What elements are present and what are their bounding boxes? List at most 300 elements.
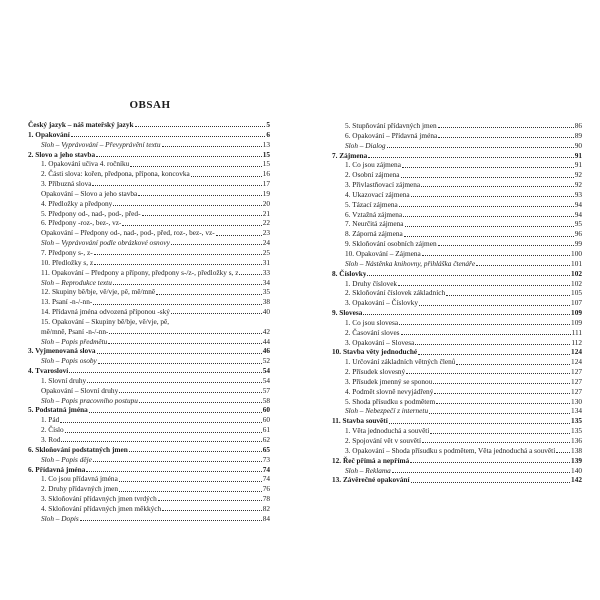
- toc-entry-text: 5. Podstatná jména: [28, 405, 88, 415]
- toc-entry: [332, 229, 582, 239]
- toc-entry-text: 8. Číslovky: [332, 268, 367, 278]
- toc-entry-text: 10. Předložky s, z: [41, 257, 94, 267]
- toc-right-column: [332, 121, 582, 485]
- toc-entry-text: 3. Opakování – Číslovky: [345, 298, 418, 308]
- toc-entry: [332, 249, 582, 259]
- toc-entry: [332, 239, 582, 249]
- toc-entry-text: 3. Opakování – Shoda přísudku s podmětem, Věta jednoduchá a souvětí: [345, 445, 556, 455]
- toc-page-number: 130: [571, 396, 582, 406]
- toc-entry: [28, 386, 270, 396]
- toc-leader-dots: [421, 186, 574, 187]
- toc-page-number: 54: [262, 366, 270, 376]
- toc-entry-text: 1. Co jsou slovesa: [345, 317, 399, 327]
- toc-leader-dots: [92, 185, 261, 186]
- toc-leader-dots: [109, 333, 261, 334]
- toc-leader-dots: [422, 442, 570, 443]
- toc-page-number: 40: [262, 307, 270, 317]
- toc-chapter-entry: [28, 445, 270, 455]
- toc-leader-dots: [392, 472, 570, 473]
- toc-leader-dots: [94, 254, 262, 255]
- toc-page-number: 44: [262, 336, 270, 346]
- toc-page-number: 57: [262, 385, 270, 395]
- toc-entry-text: 11. Stavba souvětí: [332, 416, 388, 426]
- toc-entry-text: Sloh – Popis předmětu: [41, 336, 108, 346]
- toc-page-number: 94: [574, 199, 582, 209]
- toc-entry-text: 1. Co jsou zájmena: [345, 160, 401, 170]
- toc-page-number: 84: [262, 513, 270, 523]
- toc-entry-text: mě/mně, Psaní -n-/-nn-: [41, 326, 109, 336]
- toc-entry: [332, 190, 582, 200]
- toc-entry-text: 4. Ukazovací zájmena: [345, 189, 410, 199]
- toc-page-number: 23: [262, 228, 270, 238]
- toc-entry: [332, 121, 582, 131]
- toc-entry-text: 6. Přídavná jména: [28, 464, 86, 474]
- toc-entry: [28, 287, 270, 297]
- toc-chapter-entry: [28, 366, 270, 376]
- toc-page-number: 15: [262, 159, 270, 169]
- toc-page-number: 136: [571, 436, 582, 445]
- toc-page-number: 139: [571, 455, 582, 465]
- toc-entry-text: 1. Opakování učiva 4. ročníku: [41, 159, 130, 169]
- toc-entry-text: 3. Příbuzná slova: [41, 179, 92, 189]
- toc-entry-text: 5. Předpony od-, nad-, pod-, před-: [41, 208, 141, 218]
- toc-entry-text: Opakování – Slovní druhy: [41, 385, 119, 395]
- toc-entry: [28, 159, 270, 169]
- toc-entry-text: 2. Druhy přídavných jmen: [41, 484, 119, 494]
- toc-page-number: 33: [262, 267, 270, 277]
- toc-entry: [332, 180, 582, 190]
- toc-leader-dots: [138, 195, 261, 196]
- toc-page-number: 61: [262, 425, 270, 435]
- toc-entry: [28, 425, 270, 435]
- toc-page-number: 94: [574, 209, 582, 219]
- toc-entry: [332, 288, 582, 298]
- toc-entry: [28, 356, 270, 366]
- toc-page-number: 31: [262, 257, 270, 267]
- toc-entry: [28, 514, 270, 524]
- toc-entry-text: 5. Tázací zájmena: [345, 199, 398, 209]
- toc-entry: [28, 248, 270, 258]
- toc-page-number: 82: [262, 503, 270, 513]
- toc-page-number: 107: [571, 298, 582, 308]
- toc-page-number: 109: [571, 317, 582, 327]
- toc-chapter-entry: [28, 120, 270, 130]
- toc-entry-text: 1. Pád: [41, 415, 60, 425]
- toc-entry-text: 3. Přivlastňovací zájmena: [345, 180, 421, 190]
- toc-page-number: 102: [571, 268, 582, 278]
- toc-page-number: 38: [262, 297, 270, 307]
- toc-leader-dots: [410, 462, 570, 463]
- toc-entry: [332, 259, 582, 269]
- toc-leader-dots: [429, 413, 570, 414]
- toc-entry-text: 1. Opakování: [28, 129, 70, 139]
- toc-page-number: 101: [571, 258, 582, 268]
- toc-chapter-entry: [332, 151, 582, 161]
- toc-page-number: 52: [262, 356, 270, 366]
- toc-entry: [332, 466, 582, 476]
- toc-leader-dots: [456, 364, 570, 365]
- toc-entry-text: 5. Shoda přísudku s podmětem: [345, 396, 436, 406]
- toc-chapter-entry: [28, 130, 270, 140]
- toc-entry-text: Sloh – Reklama: [345, 465, 391, 475]
- toc-entry-text: 1. Slovní druhy: [41, 375, 87, 385]
- toc-page-number: 5: [266, 120, 270, 129]
- toc-leader-dots: [216, 235, 262, 236]
- toc-page-number: 78: [262, 494, 270, 504]
- toc-leader-dots: [363, 314, 570, 315]
- toc-entry: [332, 446, 582, 456]
- toc-leader-dots: [129, 451, 262, 452]
- toc-leader-dots: [98, 363, 262, 364]
- toc-entry: [28, 504, 270, 514]
- toc-entry-text: 2. Osobní zájmena: [345, 170, 400, 180]
- toc-entry: [28, 455, 270, 465]
- toc-entry: [332, 406, 582, 416]
- toc-leader-dots: [402, 167, 574, 168]
- toc-page-number: 127: [571, 376, 582, 386]
- toc-entry: [332, 131, 582, 141]
- toc-entry: [332, 170, 582, 180]
- toc-page-number: 16: [262, 169, 270, 179]
- toc-entry: [28, 278, 270, 288]
- toc-entry-text: 12. Skupiny bě/bje, vě/vje, pě, mě/mně: [41, 287, 156, 297]
- toc-page-number: 60: [262, 405, 270, 415]
- toc-entry-text: Sloh – Dialog: [345, 140, 386, 150]
- toc-page-number: 54: [262, 375, 270, 385]
- toc-leader-dots: [119, 481, 262, 482]
- toc-entry: [332, 210, 582, 220]
- toc-left-column: [28, 120, 270, 524]
- toc-page-number: 6: [266, 129, 270, 139]
- toc-entry: [332, 200, 582, 210]
- toc-page-number: 91: [574, 160, 582, 170]
- toc-leader-dots: [411, 196, 574, 197]
- toc-chapter-entry: [28, 150, 270, 160]
- toc-leader-dots: [239, 274, 261, 275]
- toc-entry-text: 3. Opakování – Slovesa: [345, 337, 415, 347]
- toc-entry: [332, 318, 582, 328]
- toc-leader-dots: [434, 393, 570, 394]
- toc-leader-dots: [93, 461, 262, 462]
- toc-entry: [28, 140, 270, 150]
- toc-page-number: 60: [262, 415, 270, 425]
- toc-entry-text: 2. Skloňování číslovek základních: [345, 288, 446, 298]
- toc-page-number: 20: [262, 198, 270, 208]
- toc-entry: [28, 228, 270, 238]
- toc-entry-text: 4. Tvarosloví: [28, 366, 69, 376]
- toc-leader-dots: [80, 520, 262, 521]
- toc-page-number: 111: [571, 327, 582, 337]
- toc-leader-dots: [438, 245, 574, 246]
- toc-entry: [28, 169, 270, 179]
- toc-entry-text: Český jazyk – náš mateřský jazyk: [28, 120, 134, 129]
- toc-page-number: 127: [571, 386, 582, 396]
- toc-entry: [28, 209, 270, 219]
- toc-chapter-entry: [332, 416, 582, 426]
- toc-chapter-entry: [332, 347, 582, 357]
- toc-entry: [28, 474, 270, 484]
- toc-leader-dots: [430, 433, 570, 434]
- toc-leader-dots: [97, 353, 262, 354]
- toc-entry-text: 9. Skloňování osobních zájmen: [345, 239, 437, 249]
- toc-entry: [332, 328, 582, 338]
- toc-entry-text: 2. Slovo a jeho stavba: [28, 149, 96, 159]
- toc-page-number: 99: [574, 239, 582, 249]
- toc-chapter-entry: [332, 475, 582, 485]
- toc-entry: [332, 377, 582, 387]
- toc-page-number: 102: [571, 278, 582, 288]
- toc-entry-text: 5. Stupňování přídavných jmen: [345, 121, 437, 130]
- toc-entry: [28, 258, 270, 268]
- toc-leader-dots: [406, 373, 570, 374]
- page-title: OBSAH: [129, 99, 171, 111]
- toc-page-number: 112: [571, 337, 582, 347]
- toc-chapter-entry: [28, 346, 270, 356]
- toc-entry: [332, 141, 582, 151]
- toc-entry-text: 1. Určování základních větných členů: [345, 357, 456, 367]
- toc-leader-dots: [135, 126, 266, 127]
- toc-leader-dots: [162, 146, 262, 147]
- toc-entry: [332, 397, 582, 407]
- toc-entry-text: 7. Neurčitá zájmena: [345, 219, 404, 229]
- toc-entry: [332, 160, 582, 170]
- toc-page-number: 74: [262, 464, 270, 474]
- toc-entry-text: Sloh – Vyprávování – Převyprávění textu: [41, 139, 161, 149]
- toc-leader-dots: [415, 344, 570, 345]
- toc-entry: [28, 218, 270, 228]
- toc-entry: [28, 494, 270, 504]
- toc-page-number: 42: [262, 326, 270, 336]
- toc-leader-dots: [398, 285, 570, 286]
- toc-leader-dots: [113, 205, 261, 206]
- toc-leader-dots: [60, 422, 261, 423]
- toc-entry-text: 2. Části slova: kořen, předpona, přípona, koncovka: [41, 169, 190, 179]
- toc-page-number: 22: [262, 218, 270, 228]
- toc-page-number: 24: [262, 238, 270, 248]
- toc-entry: [332, 367, 582, 377]
- toc-leader-dots: [438, 137, 574, 138]
- toc-leader-dots: [401, 334, 571, 335]
- toc-leader-dots: [387, 147, 574, 148]
- toc-leader-dots: [399, 206, 574, 207]
- toc-page-number: 95: [574, 219, 582, 229]
- toc-entry: [28, 238, 270, 248]
- toc-page-number: 91: [574, 150, 582, 160]
- toc-page-number: 46: [262, 346, 270, 356]
- toc-entry-text: 2. Číslo: [41, 425, 64, 435]
- toc-page-number: 109: [571, 308, 582, 318]
- toc-leader-dots: [130, 166, 261, 167]
- toc-entry: [332, 298, 582, 308]
- toc-chapter-entry: [332, 308, 582, 318]
- toc-entry-text: 2. Spojování vět v souvětí: [345, 436, 422, 445]
- toc-entry-text: 6. Skloňování podstatných jmen: [28, 444, 128, 454]
- toc-page-number: 127: [571, 367, 582, 377]
- toc-leader-dots: [89, 412, 262, 413]
- toc-leader-dots: [368, 157, 573, 158]
- toc-page-number: 90: [574, 140, 582, 150]
- toc-entry-text: 10. Opakování – Zájmena: [345, 248, 421, 258]
- toc-chapter-entry: [28, 465, 270, 475]
- toc-entry: [28, 484, 270, 494]
- toc-page-number: 35: [262, 287, 270, 297]
- toc-page-number: 105: [571, 288, 582, 298]
- toc-entry-text: 7. Předpony s-, z-: [41, 247, 93, 257]
- toc-page-number: 142: [571, 475, 582, 485]
- toc-page-number: 19: [262, 188, 270, 198]
- toc-entry: [332, 219, 582, 229]
- toc-entry: [332, 426, 582, 436]
- toc-page-number: 135: [571, 416, 582, 426]
- toc-leader-dots: [405, 226, 574, 227]
- toc-entry-text: 2. Časování sloves: [345, 327, 400, 337]
- toc-entry: [28, 179, 270, 189]
- toc-leader-dots: [419, 305, 570, 306]
- toc-leader-dots: [139, 402, 262, 403]
- toc-leader-dots: [438, 127, 574, 128]
- toc-entry: [332, 357, 582, 367]
- toc-page-number: 74: [262, 474, 270, 484]
- toc-entry: [28, 317, 270, 327]
- toc-entry-text: 1. Co jsou přídavná jména: [41, 474, 118, 484]
- toc-page-number: 86: [574, 121, 582, 130]
- toc-leader-dots: [191, 176, 262, 177]
- toc-page-number: 76: [262, 484, 270, 494]
- toc-page-number: 92: [574, 170, 582, 180]
- toc-leader-dots: [404, 236, 574, 237]
- toc-leader-dots: [411, 482, 571, 483]
- toc-leader-dots: [93, 304, 261, 305]
- toc-leader-dots: [418, 354, 570, 355]
- toc-entry-text: Sloh – Nástěnka knihovny, přihláška čtenáře: [345, 258, 476, 268]
- toc-leader-dots: [113, 284, 262, 285]
- toc-entry-text: 13. Závěrečné opakování: [332, 475, 410, 485]
- toc-leader-dots: [86, 471, 261, 472]
- toc-leader-dots: [87, 382, 262, 383]
- toc-leader-dots: [171, 244, 262, 245]
- toc-page-number: 21: [262, 208, 270, 218]
- toc-entry-text: 6. Opakování – Přídavná jména: [345, 130, 438, 140]
- toc-entry-text: 15. Opakování – Skupiny bě/bje, vě/vje, pě,: [41, 316, 170, 326]
- toc-leader-dots: [367, 275, 570, 276]
- toc-entry: [332, 279, 582, 289]
- toc-page-number: 100: [571, 248, 582, 258]
- toc-entry: [28, 307, 270, 317]
- toc-page-number: 89: [574, 130, 582, 140]
- toc-leader-dots: [403, 216, 574, 217]
- toc-entry: [28, 327, 270, 337]
- toc-leader-dots: [108, 343, 261, 344]
- toc-page-number: 25: [262, 247, 270, 257]
- toc-leader-dots: [422, 255, 570, 256]
- toc-entry: [28, 396, 270, 406]
- toc-entry-text: Opakování – Předpony od-, nad-, pod-, před, roz-, bez-, vz-: [41, 228, 215, 238]
- toc-entry-text: Sloh – Popis děje: [41, 454, 92, 464]
- toc-entry-text: 10. Stavba věty jednoduché: [332, 347, 418, 357]
- toc-entry: [28, 435, 270, 445]
- toc-entry-text: 12. Řeč přímá a nepřímá: [332, 455, 410, 465]
- toc-page-number: 34: [262, 277, 270, 287]
- toc-entry-text: Sloh – Reprodukce textu: [41, 277, 112, 287]
- toc-entry-text: Sloh – Popis osoby: [41, 356, 97, 366]
- toc-page-number: 15: [262, 149, 270, 159]
- toc-leader-dots: [119, 392, 261, 393]
- toc-page-number: 17: [262, 179, 270, 189]
- toc-entry-text: 2. Přísudek slovesný: [345, 367, 406, 377]
- toc-leader-dots: [401, 177, 574, 178]
- toc-page-number: 124: [571, 347, 582, 357]
- toc-leader-dots: [71, 136, 266, 137]
- toc-entry: [28, 415, 270, 425]
- toc-entry-text: 1. Druhy číslovek: [345, 278, 398, 288]
- toc-page-number: 65: [262, 444, 270, 454]
- toc-leader-dots: [65, 432, 262, 433]
- toc-page-number: 92: [574, 180, 582, 190]
- toc-entry-text: 6. Předpony -roz-, bez-, vz-: [41, 218, 122, 228]
- toc-page-number: 62: [262, 435, 270, 444]
- toc-chapter-entry: [332, 269, 582, 279]
- toc-entry: [28, 189, 270, 199]
- toc-entry-text: 1. Věta jednoduchá a souvětí: [345, 426, 430, 436]
- toc-leader-dots: [119, 491, 262, 492]
- toc-entry: [332, 338, 582, 348]
- toc-entry-text: 8. Záporná zájmena: [345, 229, 403, 239]
- toc-page-number: 134: [571, 406, 582, 416]
- toc-leader-dots: [476, 265, 570, 266]
- toc-entry: [28, 199, 270, 209]
- toc-entry-text: 3. Skloňování přídavných jmen tvrdých: [41, 494, 157, 504]
- toc-leader-dots: [122, 225, 261, 226]
- toc-leader-dots: [389, 423, 570, 424]
- toc-entry-text: 13. Psaní -n-/-nn-: [41, 297, 93, 307]
- toc-page-number: 13: [262, 139, 270, 149]
- toc-entry-text: 11. Opakování – Předpony a přípony, předpony s-/z-, předložky s, z: [41, 267, 239, 277]
- toc-leader-dots: [69, 372, 261, 373]
- toc-leader-dots: [436, 403, 570, 404]
- toc-leader-dots: [96, 156, 262, 157]
- toc-page-number: 73: [262, 454, 270, 464]
- toc-entry: [332, 436, 582, 446]
- toc-leader-dots: [162, 510, 262, 511]
- toc-page-number: 124: [571, 357, 582, 367]
- toc-leader-dots: [446, 295, 570, 296]
- toc-leader-dots: [556, 452, 570, 453]
- toc-entry-text: 4. Podmět slovně nevyjádřený: [345, 386, 434, 396]
- toc-entry-text: 9. Slovesa: [332, 308, 363, 318]
- toc-entry-text: 14. Přídavná jména odvozená příponou -ský: [41, 307, 170, 317]
- toc-entry-text: 4. Skloňování přídavných jmen měkkých: [41, 503, 162, 513]
- toc-leader-dots: [158, 500, 262, 501]
- toc-entry-text: 7. Zájmena: [332, 150, 368, 160]
- toc-leader-dots: [94, 264, 262, 265]
- toc-chapter-entry: [28, 405, 270, 415]
- toc-page-number: 138: [571, 445, 582, 455]
- toc-entry-text: Sloh – Dopis: [41, 513, 79, 523]
- toc-entry-text: 3. Rod: [41, 435, 61, 444]
- toc-leader-dots: [156, 294, 262, 295]
- toc-leader-dots: [142, 215, 262, 216]
- toc-entry-text: Sloh – Vyprávování podle obrázkové osnovy: [41, 238, 170, 248]
- toc-chapter-entry: [332, 456, 582, 466]
- toc-entry-text: 6. Vztažná zájmena: [345, 209, 403, 219]
- toc-page-number: 93: [574, 189, 582, 199]
- toc-entry: [28, 337, 270, 347]
- toc-entry-text: 3. Přísudek jmenný se sponou: [345, 376, 433, 386]
- toc-leader-dots: [61, 441, 261, 442]
- toc-entry-text: Opakování – Slovo a jeho stavba: [41, 188, 138, 198]
- toc-page-number: 96: [574, 229, 582, 239]
- toc-entry-text: 3. Vyjmenovaná slova: [28, 346, 96, 356]
